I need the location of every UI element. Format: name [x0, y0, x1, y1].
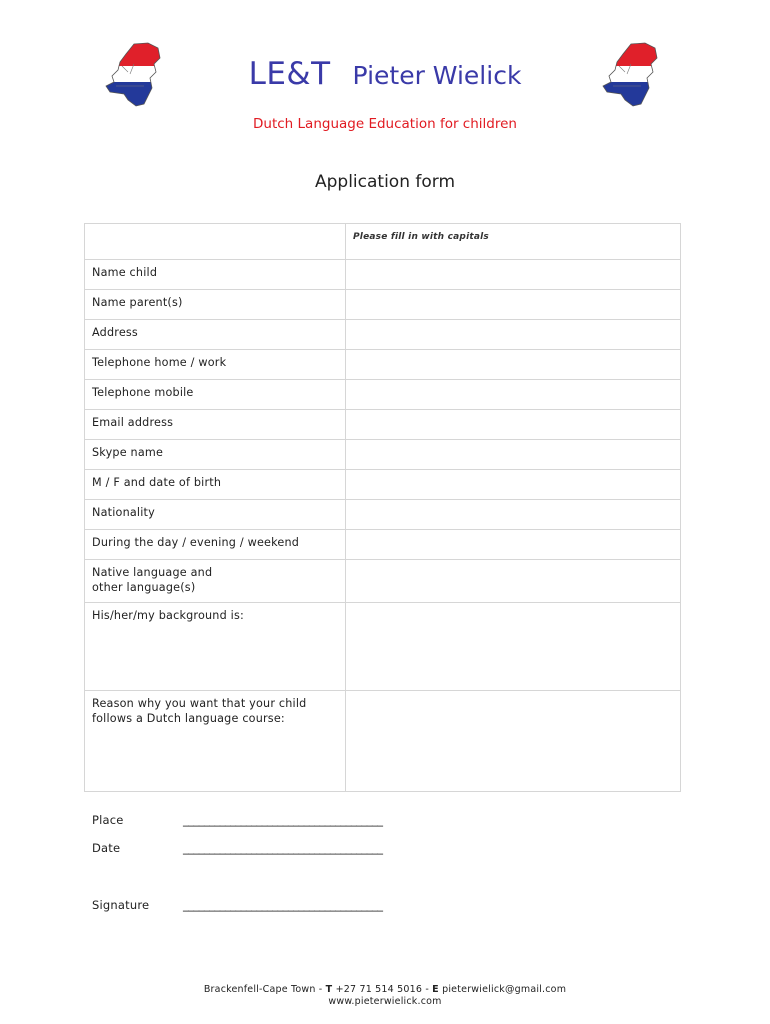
footer-phone: +27 71 514 5016 — [335, 984, 423, 995]
field-input-nationality[interactable] — [346, 500, 681, 530]
table-row — [85, 603, 681, 691]
field-input-time-preference[interactable] — [346, 530, 681, 560]
table-row — [85, 290, 681, 320]
field-input-telephone-mobile[interactable] — [346, 380, 681, 410]
table-row — [85, 320, 681, 350]
brand-subtitle: Dutch Language Education for children — [253, 116, 517, 132]
table-row — [85, 350, 681, 380]
header-empty-cell — [85, 224, 346, 260]
signature-line[interactable]: ______________________________________ — [183, 898, 383, 912]
brand-name: Pieter Wielick — [352, 61, 522, 90]
place-line[interactable]: ______________________________________ — [183, 813, 383, 827]
field-input-gender-birthdate[interactable] — [346, 470, 681, 500]
date-line[interactable]: ______________________________________ — [183, 841, 383, 855]
table-row — [85, 470, 681, 500]
table-row — [85, 500, 681, 530]
field-label-address: Address — [85, 320, 346, 350]
field-label-skype-name: Skype name — [85, 440, 346, 470]
field-input-languages[interactable] — [346, 560, 681, 603]
field-input-address[interactable] — [346, 320, 681, 350]
footer-contact: Brackenfell-Cape Town - T +27 71 514 5016 - E pieterwielick@gmail.com — [203, 984, 567, 995]
footer-email[interactable]: pieterwielick@gmail.com — [442, 984, 567, 995]
field-input-email-address[interactable] — [346, 410, 681, 440]
field-input-name-child[interactable] — [346, 260, 681, 290]
form-instruction: Please fill in with capitals — [346, 224, 681, 260]
place-label: Place — [92, 813, 124, 827]
table-row — [85, 410, 681, 440]
table-row — [85, 530, 681, 560]
field-input-reason[interactable] — [346, 691, 681, 792]
place-row — [92, 813, 383, 827]
field-label-time-preference: During the day / evening / weekend — [85, 530, 346, 560]
field-label-nationality: Nationality — [85, 500, 346, 530]
field-input-skype-name[interactable] — [346, 440, 681, 470]
date-row — [92, 841, 383, 855]
field-label-name-parents: Name parent(s) — [85, 290, 346, 320]
field-label-telephone-home-work: Telephone home / work — [85, 350, 346, 380]
application-form-table — [84, 223, 681, 792]
field-label-name-child: Name child — [85, 260, 346, 290]
field-label-reason: Reason why you want that your child follows a Dutch language course: — [85, 691, 346, 792]
table-row — [85, 380, 681, 410]
field-input-telephone-home-work[interactable] — [346, 350, 681, 380]
footer-email-prefix: E — [432, 984, 439, 995]
field-label-languages: Native language and other language(s) — [85, 560, 346, 603]
field-label-telephone-mobile: Telephone mobile — [85, 380, 346, 410]
footer — [0, 984, 770, 1008]
table-row — [85, 440, 681, 470]
signature-label: Signature — [92, 898, 150, 912]
table-row — [85, 560, 681, 603]
footer-website[interactable]: www.pieterwielick.com — [328, 996, 442, 1007]
signature-row — [92, 898, 383, 912]
page-title: Application form — [314, 172, 456, 192]
field-label-background: His/her/my background is: — [85, 603, 346, 691]
footer-location: Brackenfell-Cape Town — [203, 984, 316, 995]
brand-title — [0, 56, 770, 92]
date-label: Date — [92, 841, 121, 855]
brand-abbreviation: LE&T — [248, 56, 331, 92]
table-header-row — [85, 224, 681, 260]
field-input-background[interactable] — [346, 603, 681, 691]
field-input-name-parents[interactable] — [346, 290, 681, 320]
field-label-gender-birthdate: M / F and date of birth — [85, 470, 346, 500]
table-row — [85, 691, 681, 792]
footer-phone-prefix: T — [325, 984, 333, 995]
field-label-email-address: Email address — [85, 410, 346, 440]
table-row — [85, 260, 681, 290]
